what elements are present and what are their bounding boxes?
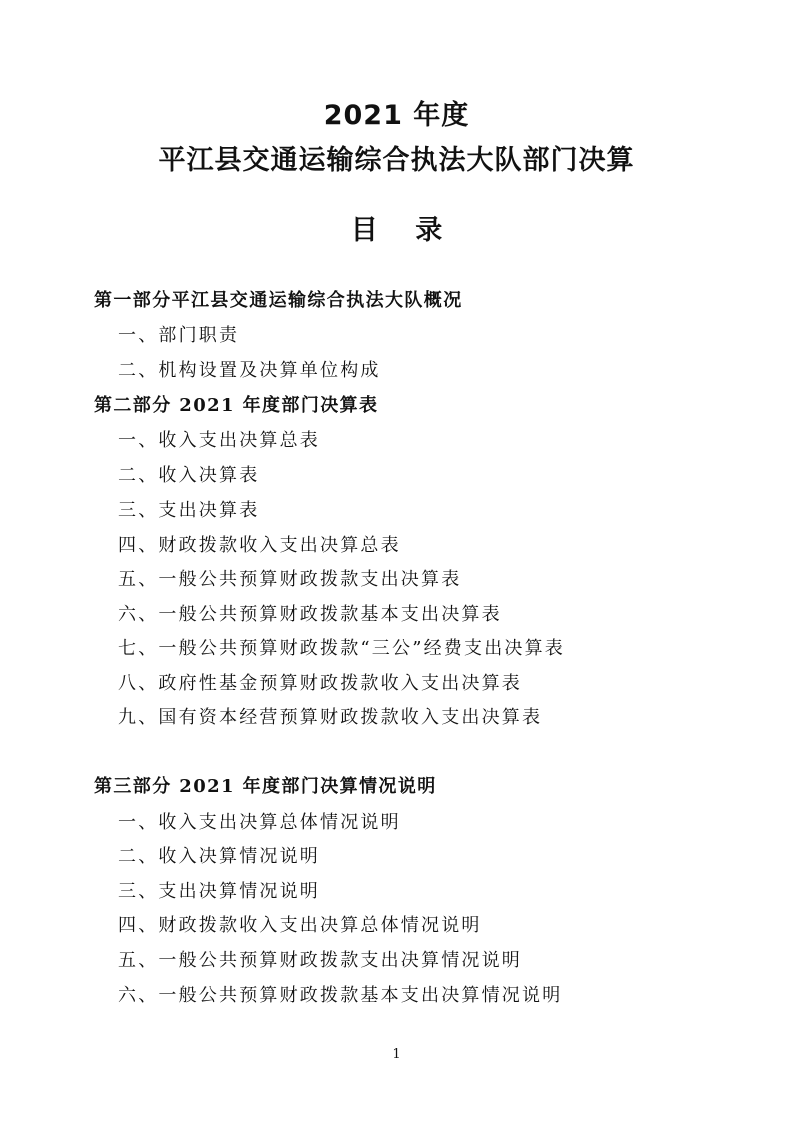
toc-section-1-title: 第一部分平江县交通运输综合执法大队概况 [94,290,463,311]
toc-item: 六、一般公共预算财政拨款基本支出决算情况说明 [118,985,563,1006]
toc-heading: 目 录 [350,215,457,246]
toc-item: 三、支出决算表 [118,500,260,521]
document-title: 平江县交通运输综合执法大队部门决算 [158,145,635,176]
document-title-year: 2021 年度 [323,100,470,131]
toc-item: 七、一般公共预算财政拨款“三公”经费支出决算表 [118,638,566,659]
toc-section-2-title: 第二部分 2021 年度部门决算表 [94,395,379,416]
page-number: 1 [392,1047,401,1062]
toc-item: 五、一般公共预算财政拨款支出决算表 [118,569,462,590]
toc-item: 三、支出决算情况说明 [118,881,320,902]
toc-item: 九、国有资本经营预算财政拨款收入支出决算表 [118,707,543,728]
toc-item: 二、收入决算表 [118,465,260,486]
toc-item: 一、部门职责 [118,325,240,346]
toc-item: 一、收入支出决算总表 [118,430,320,451]
toc-section-3-title: 第三部分 2021 年度部门决算情况说明 [94,776,437,797]
toc-item: 二、机构设置及决算单位构成 [118,360,381,381]
toc-item: 四、财政拨款收入支出决算总表 [118,535,401,556]
toc-item: 四、财政拨款收入支出决算总体情况说明 [118,915,482,936]
toc-item: 五、一般公共预算财政拨款支出决算情况说明 [118,950,522,971]
toc-item: 二、收入决算情况说明 [118,846,320,867]
toc-item: 六、一般公共预算财政拨款基本支出决算表 [118,604,502,625]
toc-item: 八、政府性基金预算财政拨款收入支出决算表 [118,673,522,694]
toc-item: 一、收入支出决算总体情况说明 [118,812,401,833]
